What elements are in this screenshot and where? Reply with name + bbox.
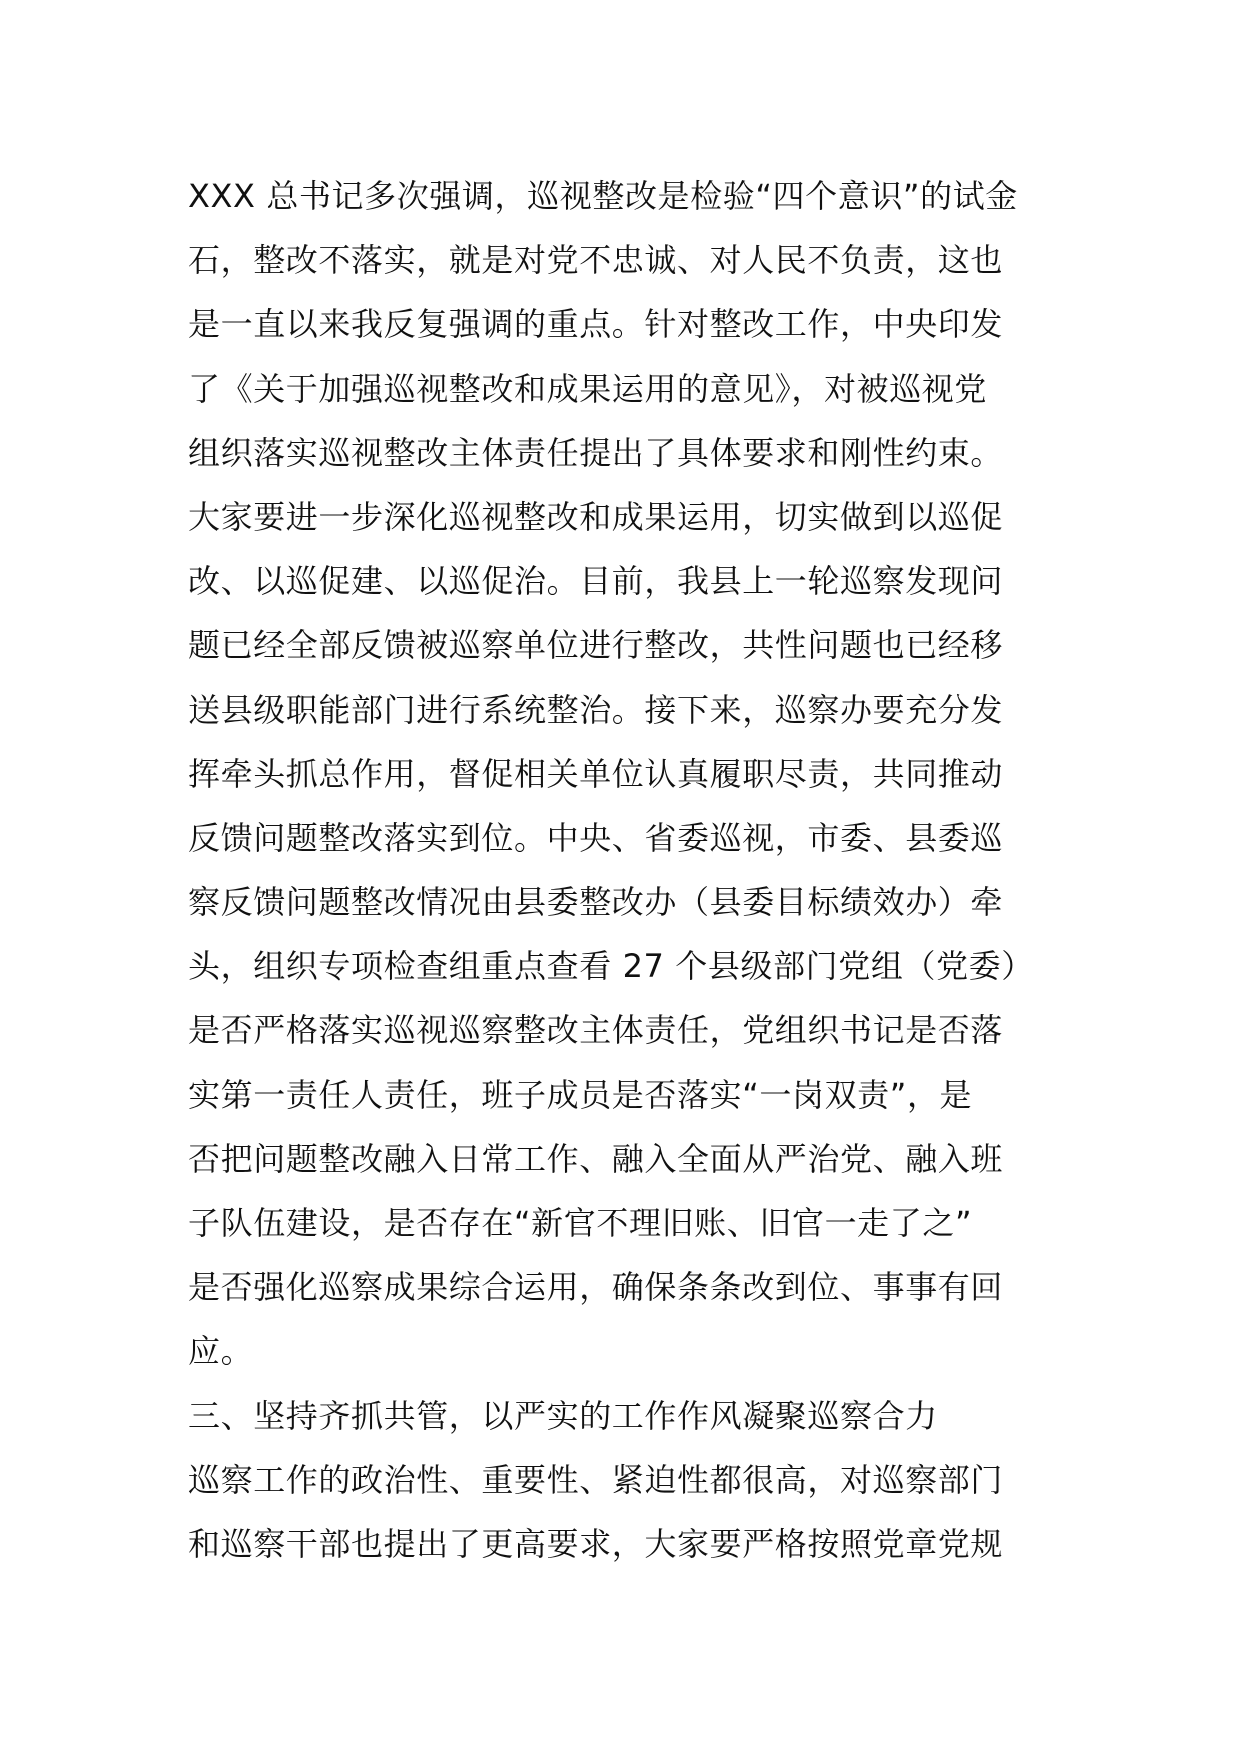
- text-line: 是否严格落实巡视巡察整改主体责任，党组织书记是否落: [188, 1011, 1004, 1050]
- document-body: [188, 164, 1068, 1576]
- text-line: 和巡察干部也提出了更高要求，大家要严格按照党章党规: [188, 1524, 1004, 1563]
- text-line: 察反馈问题整改情况由县委整改办（县委目标绩效办）牵: [188, 883, 1004, 922]
- text-line: XXX 总书记多次强调，巡视整改是检验“四个意识”的试金: [188, 177, 1018, 215]
- text-line: 头，组织专项检查组重点查看 27 个县级部门党组（党委）: [188, 947, 1034, 986]
- text-line: 否把问题整改融入日常工作、融入全面从严治党、融入班: [188, 1139, 1004, 1178]
- text-line: 是一直以来我反复强调的重点。针对整改工作，中央印发: [188, 305, 1004, 344]
- text-line: 巡察工作的政治性、重要性、紧迫性都很高，对巡察部门: [188, 1460, 1004, 1499]
- section-heading: 三、坚持齐抓共管，以严实的工作作风凝聚巡察合力: [188, 1396, 938, 1435]
- text-line: 了《关于加强巡视整改和成果运用的意见》，对被巡视党: [188, 369, 988, 408]
- text-line: 是否强化巡察成果综合运用，确保条条改到位、事事有回: [188, 1268, 1004, 1307]
- text-line: 题已经全部反馈被巡察单位进行整改，共性问题也已经移: [188, 626, 1004, 665]
- text-line: 改、以巡促建、以巡促治。目前，我县上一轮巡察发现问: [188, 562, 1004, 601]
- text-line: 子队伍建设，是否存在“新官不理旧账、旧官一走了之”: [188, 1204, 973, 1242]
- text-line: 应。: [188, 1332, 254, 1371]
- text-line: 石，整改不落实，就是对党不忠诚、对人民不负责，这也: [188, 241, 1004, 280]
- text-line: 送县级职能部门进行系统整治。接下来，巡察办要充分发: [188, 690, 1004, 729]
- text-line: 实第一责任人责任，班子成员是否落实“一岗双责”，是: [188, 1075, 973, 1114]
- text-line: 组织落实巡视整改主体责任提出了具体要求和刚性约束。: [188, 433, 1004, 472]
- text-line: 挥牵头抓总作用，督促相关单位认真履职尽责，共同推动: [188, 754, 1004, 793]
- text-line: 大家要进一步深化巡视整改和成果运用，切实做到以巡促: [188, 497, 1004, 536]
- text-line: 反馈问题整改落实到位。中央、省委巡视，市委、县委巡: [188, 818, 1004, 857]
